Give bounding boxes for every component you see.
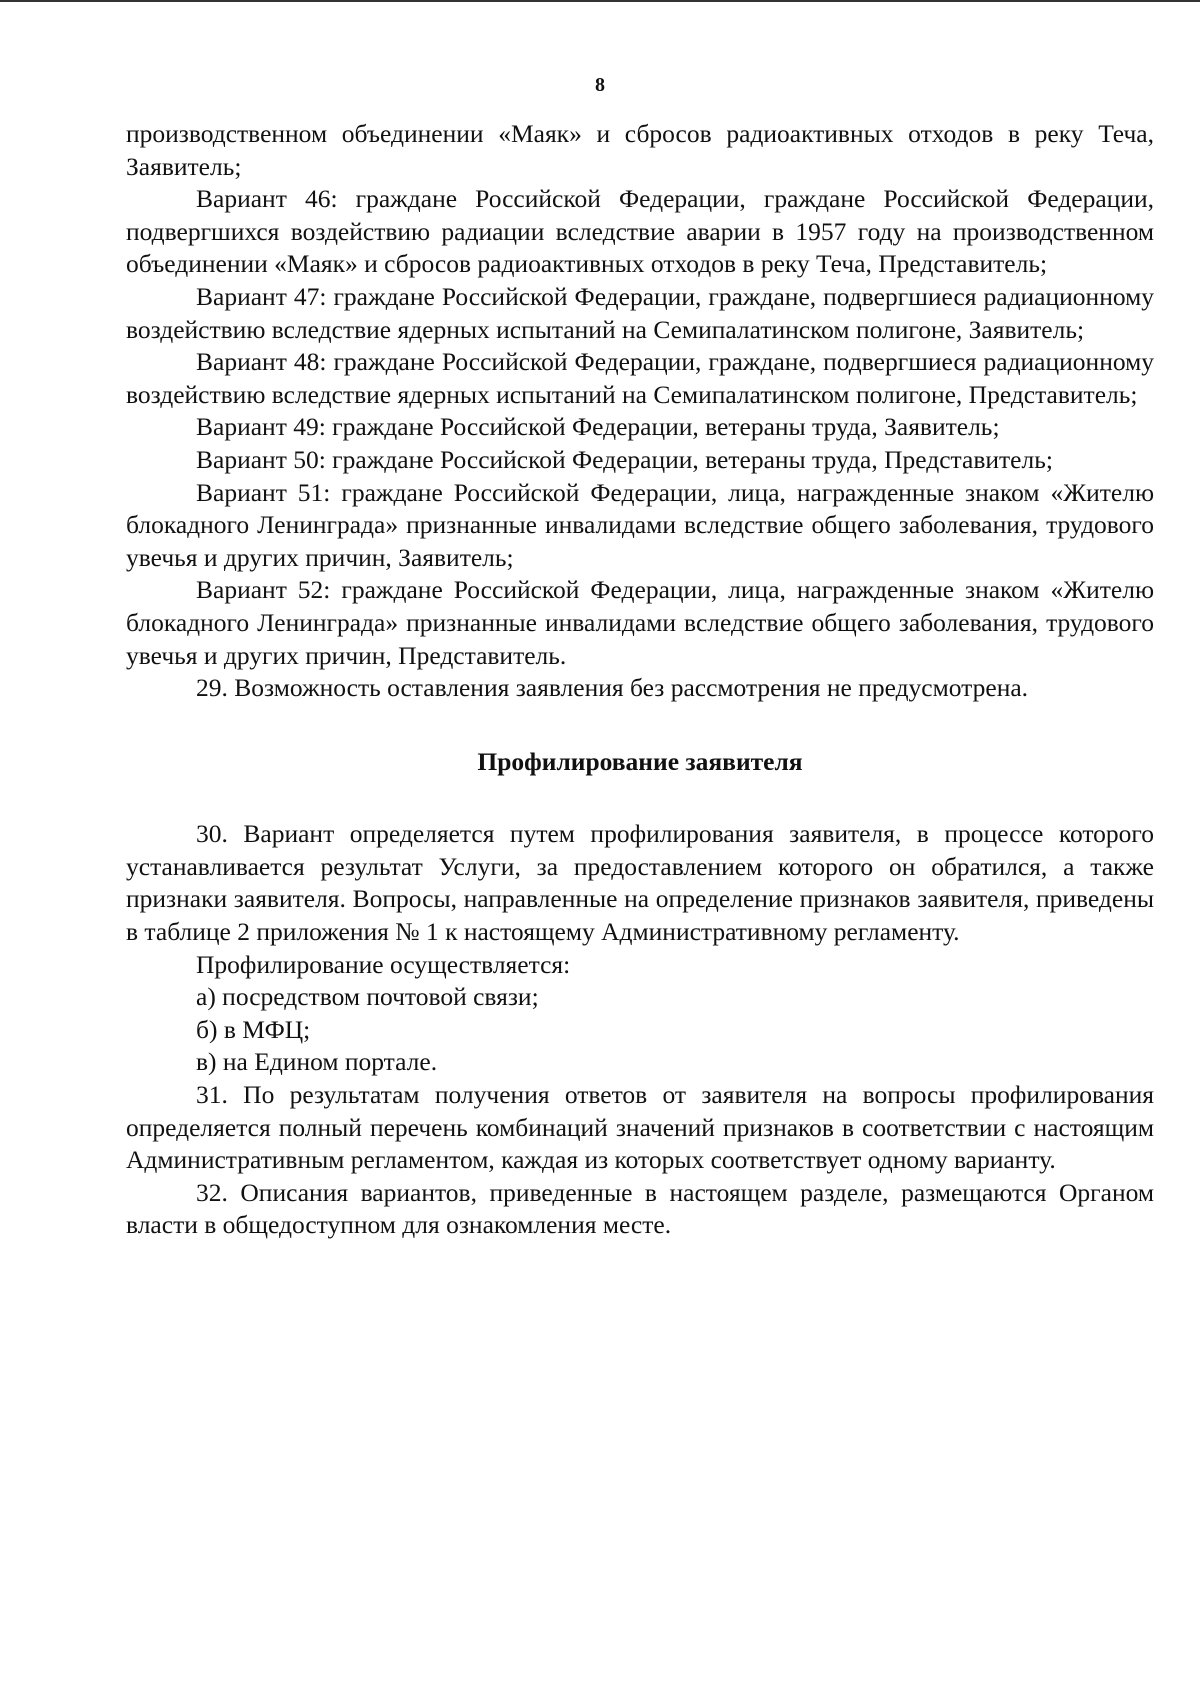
paragraph-variant-47: Вариант 47: граждане Российской Федерации, граждане, подвергшиеся радиационному воздействию вследствие ядерных испытаний на Семипалатинском полигоне, Заявитель; [126,281,1154,344]
list-item-c: в) на Едином портале. [196,1047,438,1077]
document-body [126,118,1154,1242]
list-item-b: б) в МФЦ; [196,1014,311,1044]
paragraph-variant-48: Вариант 48: граждане Российской Федерации, граждане, подвергшиеся радиационному воздействию вследствие ядерных испытаний на Семипалатинском полигоне, Представитель; [126,347,1154,409]
paragraph-variant-51: Вариант 51: граждане Российской Федерации, лица, награжденные знаком «Жителю блокадного Ленинграда» признанные инвалидами вследствие общего заболевания, трудового увечья и других причин, Заявитель; [126,477,1154,572]
paragraph-item-31: 31. По результатам получения ответов от заявителя на вопросы профилирования определяется полный перечень комбинаций значений признаков в соответствии с настоящим Административным регламентом, каждая из которых соответствует одному варианту. [126,1080,1154,1175]
paragraph-variant-46: Вариант 46: граждане Российской Федерации, граждане Российской Федерации, подвергшихся воздействию радиации вследствие аварии в 1957 году на производственном объединении «Маяк» и сбросов радиоактивных отходов в реку Теча, Представитель; [126,184,1154,279]
paragraph-variant-52: Вариант 52: граждане Российской Федерации, лица, награжденные знаком «Жителю блокадного Ленинграда» признанные инвалидами вследствие общего заболевания, трудового увечья и других причин, Представитель. [126,575,1154,670]
paragraph-item-29: 29. Возможность оставления заявления без рассмотрения не предусмотрена. [196,673,1029,703]
paragraph-continuation: производственном объединении «Маяк» и сбросов радиоактивных отходов в реку Теча, Заявитель; [126,119,1154,181]
page-top-edge [0,0,1200,2]
list-item-a: а) посредством почтовой связи; [196,982,539,1012]
section-heading: Профилирование заявителя [477,746,803,776]
paragraph-variant-49: Вариант 49: граждане Российской Федерации, ветераны труда, Заявитель; [196,412,1000,442]
paragraph-profiling-intro: Профилирование осуществляется: [196,949,571,979]
page-number: 8 [595,74,605,96]
paragraph-variant-50: Вариант 50: граждане Российской Федерации, ветераны труда, Представитель; [196,444,1053,474]
paragraph-item-30: 30. Вариант определяется путем профилирования заявителя, в процессе которого устанавливается результат Услуги, за предоставлением которого он обратился, а также признаки заявителя. Вопросы, направленные на определение признаков заявителя, приведены в таблице 2 приложения № 1 к настоящему Административному регламенту. [126,819,1154,947]
paragraph-item-32: 32. Описания вариантов, приведенные в настоящем разделе, размещаются Органом власти в общедоступном для ознакомления месте. [126,1177,1154,1240]
